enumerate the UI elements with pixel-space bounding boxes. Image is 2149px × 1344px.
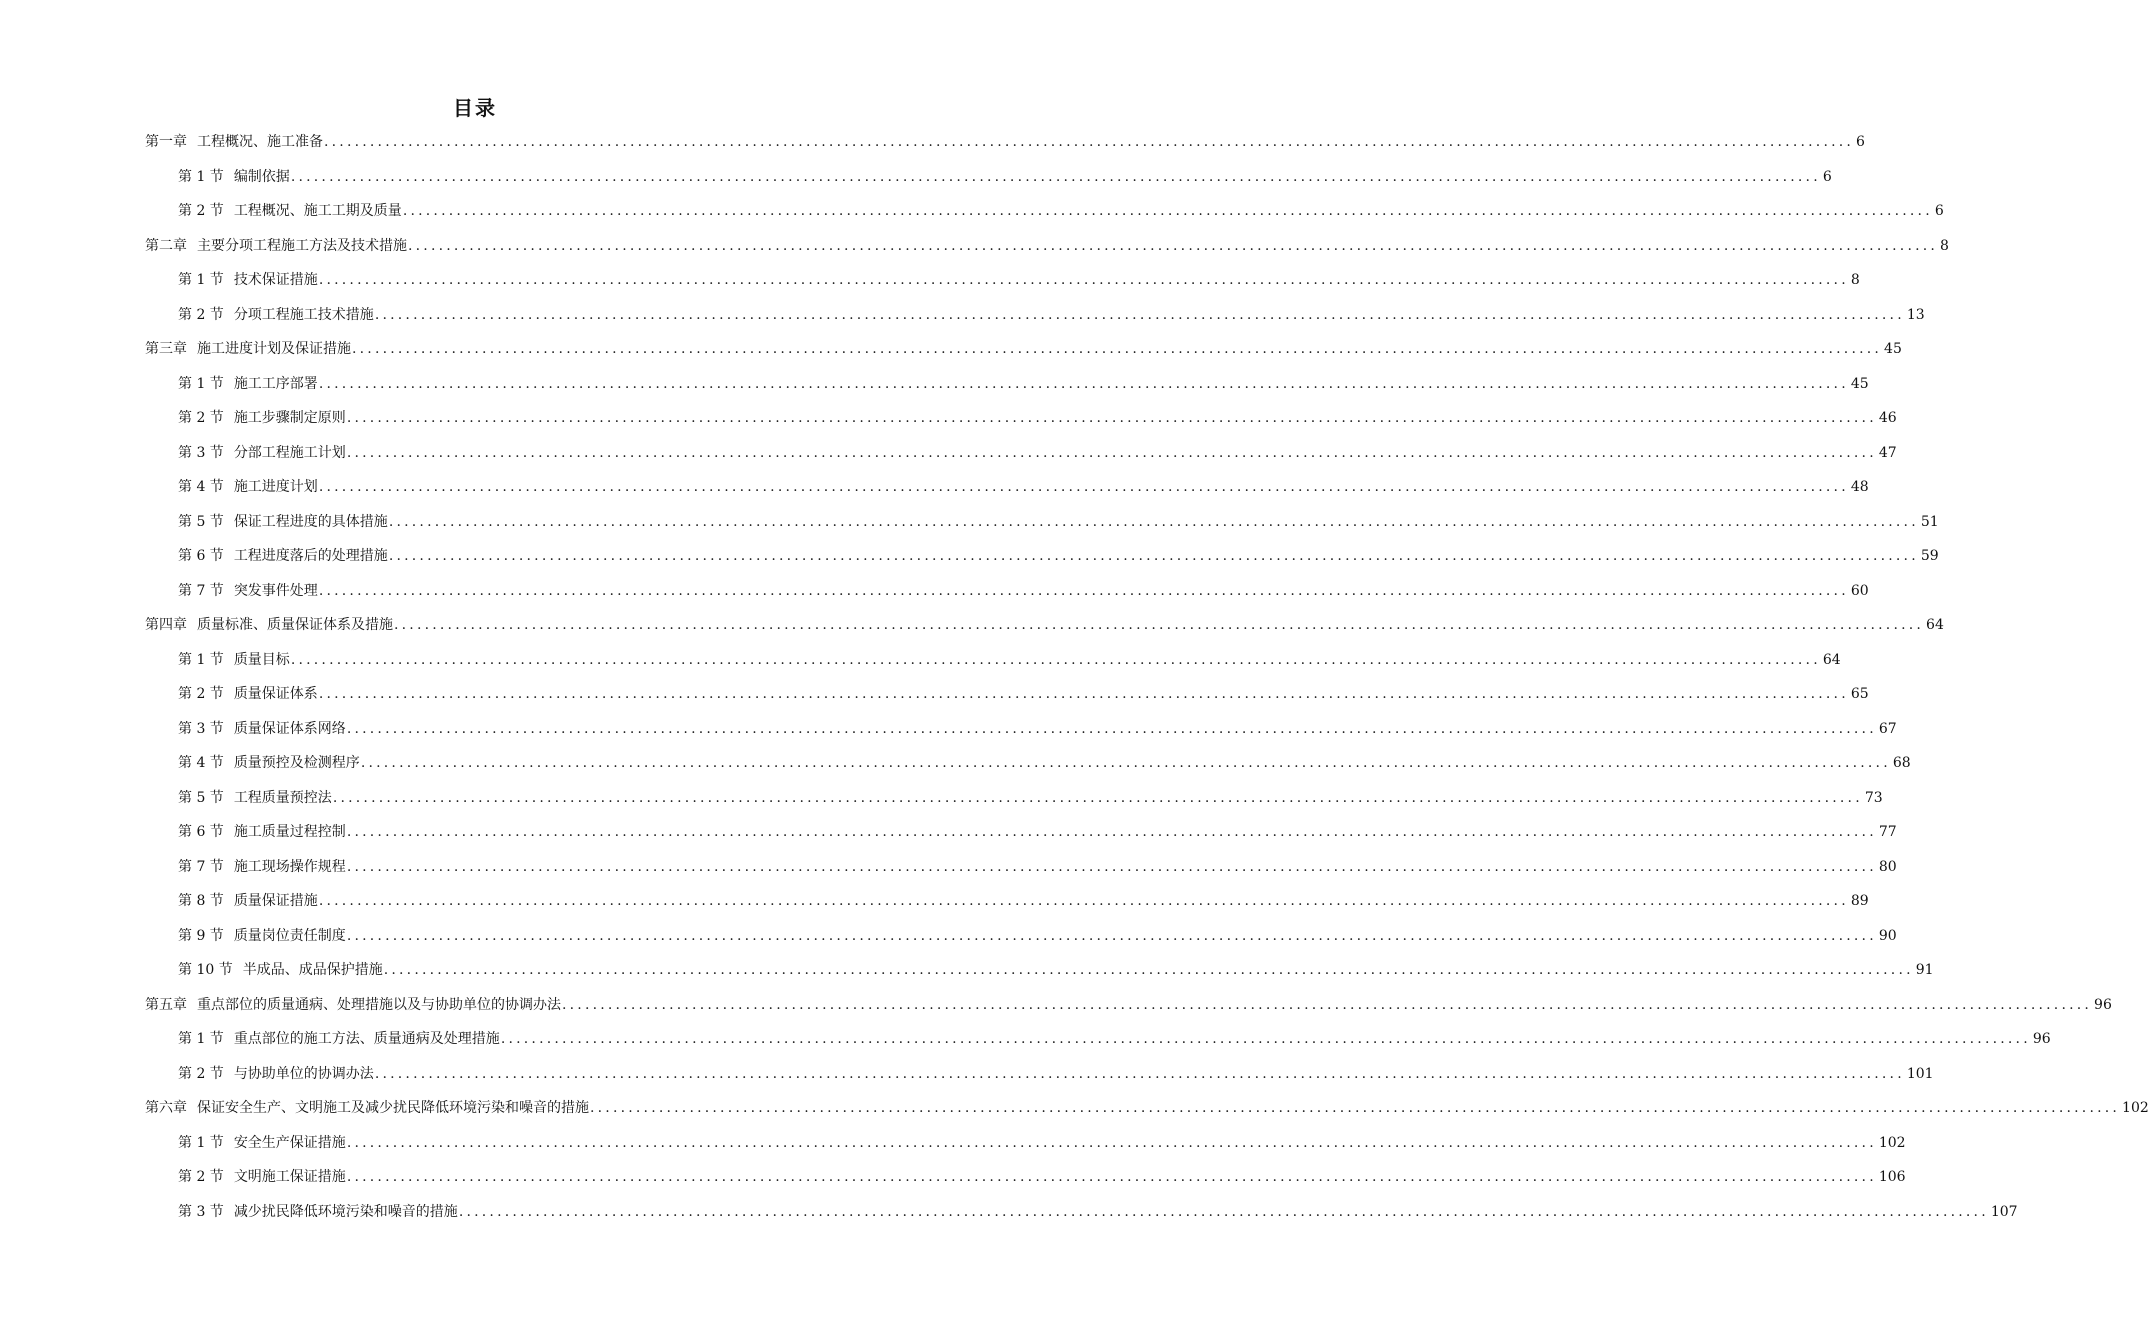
toc-entry-label	[178, 926, 346, 946]
toc-page-number: 65	[1850, 686, 1869, 702]
toc-entry-title: 重点部位的质量通病、处理措施以及与协助单位的协调办法	[197, 996, 561, 1013]
toc-entry-number: 第 6 节	[178, 548, 224, 564]
toc-entry-label	[178, 477, 318, 497]
toc-chapter-entry[interactable]	[145, 1098, 2149, 1118]
toc-entry-title: 半成品、成品保护措施	[242, 962, 383, 978]
toc-entry-number: 第 6 节	[178, 824, 224, 840]
toc-page-number: 64	[1926, 617, 1944, 633]
toc-page-number: 8	[1850, 272, 1860, 288]
toc-entry-label	[145, 615, 393, 635]
dot-leader: ........................................................................................................................................................................................................	[590, 1100, 2121, 1116]
toc-entry-label	[145, 995, 561, 1015]
toc-entry-number: 第 1 节	[178, 1134, 224, 1151]
toc-section-entry[interactable]	[178, 201, 1944, 221]
toc-page-number: 91	[1915, 962, 1934, 978]
dot-leader: ........................................................................................................................................................................................................	[318, 582, 1849, 599]
toc-entry-label	[178, 753, 360, 773]
dot-leader: ........................................................................................................................................................................................................	[318, 893, 1849, 909]
toc-entry-label	[178, 719, 346, 739]
toc-entry-label	[178, 788, 332, 808]
dot-leader: ........................................................................................................................................................................................................	[374, 306, 1905, 323]
toc-page-number: 64	[1822, 651, 1841, 668]
toc-section-entry[interactable]	[178, 1064, 1934, 1084]
toc-entry-label	[145, 339, 351, 359]
dot-leader: ........................................................................................................................................................................................................	[346, 927, 1877, 944]
dot-leader: ........................................................................................................................................................................................................	[318, 272, 1849, 288]
toc-entry-title: 施工进度计划	[233, 479, 318, 495]
toc-chapter-entry[interactable]	[145, 995, 2112, 1015]
toc-page-number: 90	[1878, 927, 1897, 944]
toc-entry-title: 质量保证体系网络	[233, 720, 346, 737]
toc-entry-title: 质量标准、质量保证体系及措施	[197, 617, 393, 633]
toc-page-number: 45	[1850, 375, 1869, 392]
toc-entry-number: 第 2 节	[178, 306, 224, 323]
toc-entry-title: 工程质量预控法	[233, 789, 332, 806]
dot-leader: ........................................................................................................................................................................................................	[324, 134, 1855, 150]
toc-entry-number: 第 2 节	[178, 410, 224, 426]
toc-entry-label	[178, 857, 346, 877]
toc-entry-title: 安全生产保证措施	[233, 1134, 346, 1151]
toc-entry-number: 第 3 节	[178, 444, 224, 461]
toc-section-entry[interactable]	[178, 857, 1897, 877]
toc-entry-number: 第 2 节	[178, 1065, 224, 1082]
toc-section-entry[interactable]	[178, 926, 1897, 946]
toc-entry-number: 第 7 节	[178, 582, 224, 599]
toc-section-entry[interactable]	[178, 753, 1911, 773]
toc-page-number: 68	[1892, 755, 1911, 771]
toc-entry-label	[145, 236, 407, 256]
toc-entry-title: 施工现场操作规程	[233, 858, 346, 875]
toc-entry-number: 第二章	[145, 237, 187, 254]
toc-entry-label	[178, 891, 318, 911]
dot-leader: ........................................................................................................................................................................................................	[346, 858, 1877, 875]
toc-section-entry[interactable]	[178, 374, 1869, 394]
toc-page-number: 102	[1878, 1134, 1906, 1151]
dot-leader: ........................................................................................................................................................................................................	[346, 1134, 1877, 1151]
toc-entry-number: 第 8 节	[178, 893, 224, 909]
toc-entry-label	[178, 581, 318, 601]
dot-leader: ........................................................................................................................................................................................................	[458, 1203, 1989, 1220]
toc-page-number: 60	[1850, 582, 1869, 599]
toc-entry-number: 第 1 节	[178, 272, 224, 288]
dot-leader: ........................................................................................................................................................................................................	[290, 168, 1821, 185]
toc-entry-label	[178, 1133, 346, 1153]
dot-leader: ........................................................................................................................................................................................................	[360, 755, 1891, 771]
toc-chapter-entry[interactable]	[145, 615, 1944, 635]
toc-entry-number: 第 7 节	[178, 858, 224, 875]
toc-section-entry[interactable]	[178, 1133, 1906, 1153]
toc-entry-title: 施工工序部署	[233, 375, 318, 392]
toc-entry-title: 工程概况、施工准备	[197, 134, 323, 150]
toc-entry-title: 施工质量过程控制	[233, 824, 346, 840]
dot-leader: ........................................................................................................................................................................................................	[388, 548, 1919, 564]
toc-entry-title: 文明施工保证措施	[233, 1169, 346, 1185]
toc-entry-label	[178, 408, 346, 428]
toc-entry-number: 第 2 节	[178, 203, 224, 219]
toc-entry-title: 保证工程进度的具体措施	[233, 513, 388, 530]
toc-entry-title: 减少扰民降低环境污染和噪音的措施	[233, 1203, 458, 1220]
dot-leader: ........................................................................................................................................................................................................	[562, 996, 2093, 1013]
toc-page-number: 77	[1878, 824, 1897, 840]
toc-section-entry[interactable]	[178, 788, 1883, 808]
toc-entry-title: 工程进度落后的处理措施	[233, 548, 388, 564]
toc-page-number: 6	[1934, 203, 1944, 219]
toc-chapter-entry[interactable]	[145, 132, 1865, 152]
toc-section-entry[interactable]	[178, 408, 1897, 428]
dot-leader: ........................................................................................................................................................................................................	[388, 513, 1919, 530]
toc-entry-number: 第 1 节	[178, 375, 224, 392]
toc-entry-title: 质量目标	[233, 651, 290, 668]
toc-entry-number: 第六章	[145, 1100, 187, 1116]
toc-title: 目录	[453, 96, 497, 120]
dot-leader: ........................................................................................................................................................................................................	[352, 341, 1883, 357]
toc-entry-label	[178, 960, 383, 980]
toc-entry-number: 第 2 节	[178, 1169, 224, 1185]
toc-page-number: 73	[1864, 789, 1883, 806]
toc-section-entry[interactable]	[178, 512, 1939, 532]
toc-entry-title: 工程概况、施工工期及质量	[233, 203, 402, 219]
toc-entry-label	[178, 512, 388, 532]
toc-entry-label	[178, 822, 346, 842]
toc-entry-label	[178, 374, 318, 394]
toc-page-number: 96	[2032, 1031, 2051, 1047]
dot-leader: ........................................................................................................................................................................................................	[500, 1031, 2031, 1047]
toc-entry-title: 施工进度计划及保证措施	[197, 341, 351, 357]
toc-entry-number: 第五章	[145, 996, 187, 1013]
toc-entry-title: 施工步骤制定原则	[233, 410, 346, 426]
toc-entry-label	[178, 305, 374, 325]
toc-entry-label	[145, 132, 323, 152]
dot-leader: ........................................................................................................................................................................................................	[290, 651, 1821, 668]
dot-leader: ........................................................................................................................................................................................................	[408, 237, 1939, 254]
toc-section-entry[interactable]	[178, 305, 1925, 325]
toc-page-number: 46	[1878, 410, 1897, 426]
toc-entry-number: 第一章	[145, 134, 187, 150]
toc-entry-title: 主要分项工程施工方法及技术措施	[197, 237, 407, 254]
toc-entry-title: 保证安全生产、文明施工及减少扰民降低环境污染和噪音的措施	[197, 1100, 589, 1116]
toc-section-entry[interactable]	[178, 684, 1869, 704]
toc-page-number: 51	[1920, 513, 1939, 530]
toc-entry-label	[178, 684, 318, 704]
toc-chapter-entry[interactable]	[145, 236, 1949, 256]
toc-entry-number: 第 2 节	[178, 686, 224, 702]
dot-leader: ........................................................................................................................................................................................................	[346, 410, 1877, 426]
toc-section-entry[interactable]	[178, 477, 1869, 497]
toc-page-number: 48	[1850, 479, 1869, 495]
toc-entry-number: 第 4 节	[178, 755, 224, 771]
dot-leader: ........................................................................................................................................................................................................	[374, 1065, 1905, 1082]
toc-entry-number: 第 9 节	[178, 927, 224, 944]
toc-section-entry[interactable]	[178, 650, 1841, 670]
toc-entry-number: 第四章	[145, 617, 187, 633]
toc-section-entry[interactable]	[178, 822, 1897, 842]
toc-page-number: 8	[1940, 237, 1949, 254]
toc-page-number: 59	[1920, 548, 1939, 564]
toc-entry-number: 第 1 节	[178, 651, 224, 668]
dot-leader: ........................................................................................................................................................................................................	[394, 617, 1925, 633]
toc-page-number: 67	[1878, 720, 1897, 737]
toc-entry-title: 重点部位的施工方法、质量通病及处理措施	[233, 1031, 500, 1047]
dot-leader: ........................................................................................................................................................................................................	[318, 375, 1849, 392]
toc-page-number: 89	[1850, 893, 1869, 909]
toc-page-number: 96	[2094, 996, 2112, 1013]
toc-page-number: 45	[1884, 341, 1902, 357]
toc-entry-label	[178, 650, 290, 670]
toc-entry-title: 与协助单位的协调办法	[233, 1065, 374, 1082]
toc-entry-label	[178, 270, 318, 290]
toc-page-number: 6	[1822, 168, 1832, 185]
toc-entry-title: 分部工程施工计划	[233, 444, 346, 461]
toc-section-entry[interactable]	[178, 167, 1832, 187]
dot-leader: ........................................................................................................................................................................................................	[346, 824, 1877, 840]
toc-entry-title: 质量预控及检测程序	[233, 755, 360, 771]
toc-entry-title: 技术保证措施	[233, 272, 318, 288]
toc-entry-title: 分项工程施工技术措施	[233, 306, 374, 323]
toc-page-number: 80	[1878, 858, 1897, 875]
toc-entry-label	[178, 1202, 458, 1222]
toc-entry-number: 第 5 节	[178, 513, 224, 530]
toc-section-entry[interactable]	[178, 719, 1897, 739]
toc-entry-number: 第 1 节	[178, 1031, 224, 1047]
toc-entry-number: 第 3 节	[178, 1203, 224, 1220]
dot-leader: ........................................................................................................................................................................................................	[346, 720, 1877, 737]
toc-page-number: 13	[1906, 306, 1925, 323]
toc-entry-number: 第 4 节	[178, 479, 224, 495]
dot-leader: ........................................................................................................................................................................................................	[346, 444, 1877, 461]
toc-chapter-entry[interactable]	[145, 339, 1902, 359]
toc-page-number: 6	[1856, 134, 1865, 150]
toc-entry-number: 第 5 节	[178, 789, 224, 806]
toc-page-number: 106	[1878, 1169, 1906, 1185]
toc-entry-title: 突发事件处理	[233, 582, 318, 599]
toc-section-entry[interactable]	[178, 1202, 2018, 1222]
dot-leader: ........................................................................................................................................................................................................	[318, 479, 1849, 495]
toc-entry-label	[178, 1167, 346, 1187]
toc-entry-label	[178, 201, 402, 221]
toc-page-number: 102	[2122, 1100, 2149, 1116]
toc-entry-label	[178, 546, 388, 566]
toc-section-entry[interactable]	[178, 1029, 2051, 1049]
dot-leader: ........................................................................................................................................................................................................	[332, 789, 1863, 806]
toc-entry-label	[178, 1029, 500, 1049]
toc-entry-title: 质量岗位责任制度	[233, 927, 346, 944]
dot-leader: ........................................................................................................................................................................................................	[383, 962, 1914, 978]
dot-leader: ........................................................................................................................................................................................................	[346, 1169, 1877, 1185]
toc-entry-label	[178, 1064, 374, 1084]
toc-entry-label	[178, 167, 290, 187]
toc-section-entry[interactable]	[178, 546, 1939, 566]
toc-section-entry[interactable]	[178, 1167, 1906, 1187]
dot-leader: ........................................................................................................................................................................................................	[318, 686, 1849, 702]
dot-leader: ........................................................................................................................................................................................................	[402, 203, 1933, 219]
toc-entry-title: 质量保证体系	[233, 686, 318, 702]
toc-section-entry[interactable]	[178, 891, 1869, 911]
toc-section-entry[interactable]	[178, 443, 1897, 463]
toc-entry-title: 质量保证措施	[233, 893, 318, 909]
toc-entry-number: 第 3 节	[178, 720, 224, 737]
toc-entry-label	[145, 1098, 589, 1118]
toc-entry-label	[178, 443, 346, 463]
toc-entry-number: 第 1 节	[178, 168, 224, 185]
toc-entry-number: 第 10 节	[178, 962, 233, 978]
toc-entry-title: 编制依据	[233, 168, 290, 185]
toc-entry-number: 第三章	[145, 341, 187, 357]
toc-section-entry[interactable]	[178, 960, 1934, 980]
toc-page-number: 101	[1906, 1065, 1934, 1082]
toc-section-entry[interactable]	[178, 581, 1869, 601]
toc-page-number: 47	[1878, 444, 1897, 461]
toc-section-entry[interactable]	[178, 270, 1860, 290]
toc-page-number: 107	[1990, 1203, 2018, 1220]
